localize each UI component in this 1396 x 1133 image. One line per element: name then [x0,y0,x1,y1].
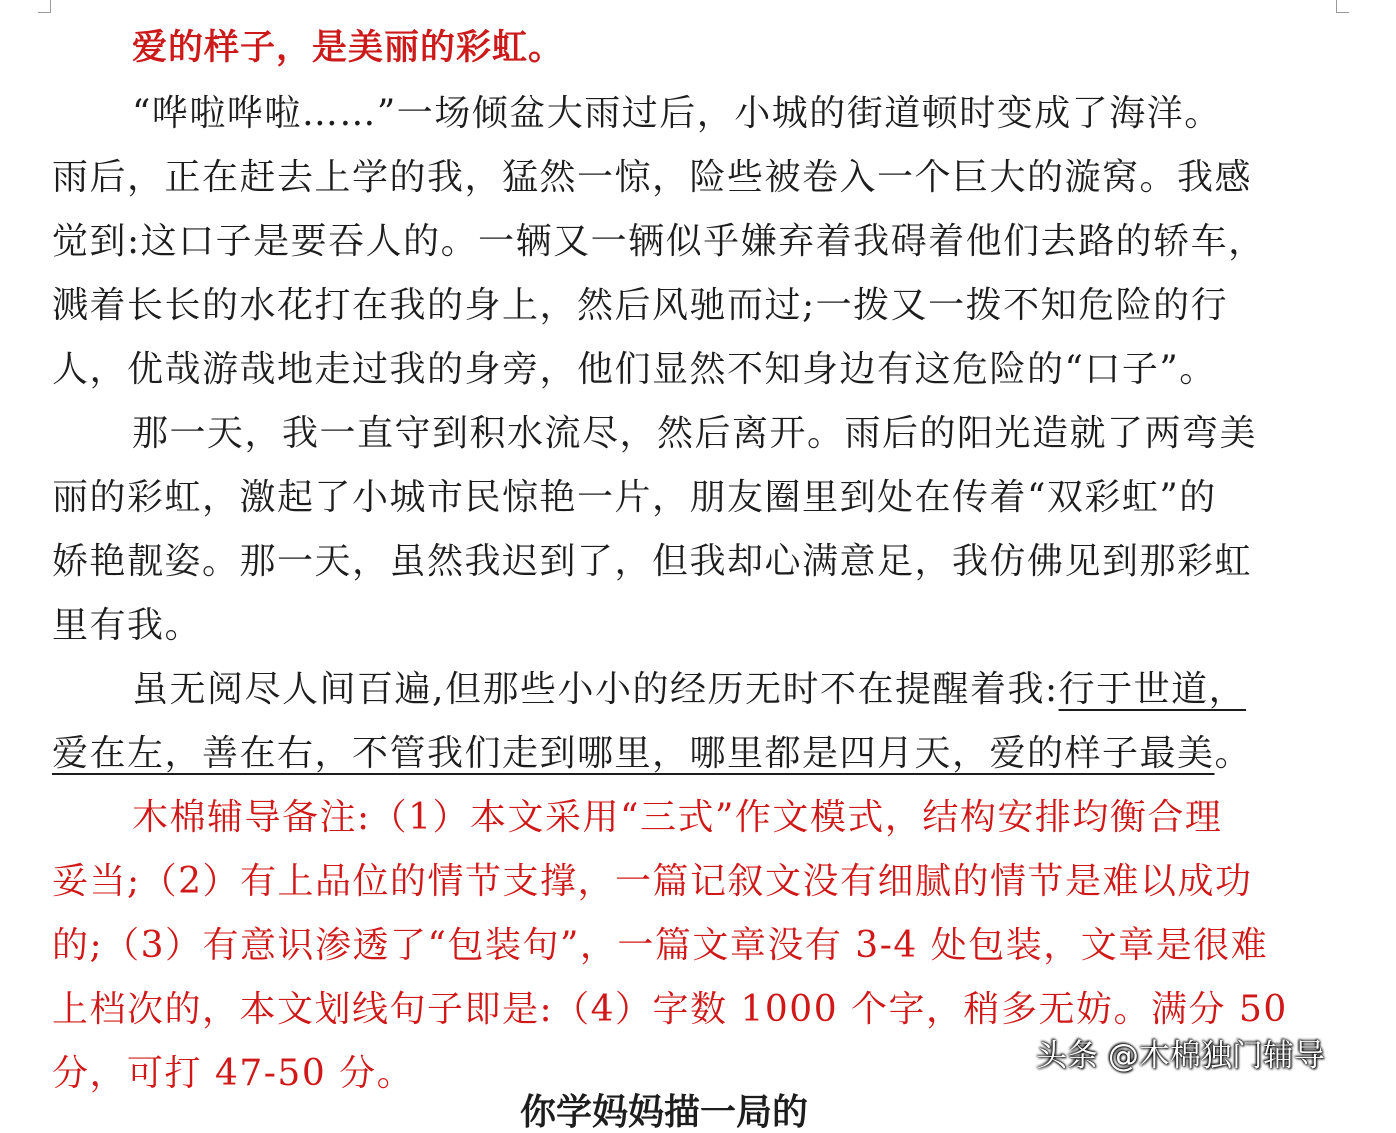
para1-line-4: 溅着长长的水花打在我的身上，然后风驰而过;一拨又一拨不知危险的行 [52,285,1229,326]
section-title: 爱的样子，是美丽的彩虹。 [132,28,565,68]
note-line-1: 木棉辅导备注:（1）本文采用“三式”作文模式，结构安排均衡合理 [132,797,1223,838]
para1-line-5: 人，优哉游哉地走过我的身旁，他们显然不知身边有这危险的“口子”。 [52,349,1217,390]
para1-line-1: “哗啦哗啦……”一场倾盆大雨过后，小城的街道顿时变成了海洋。 [132,93,1222,134]
para3-line-1-text: 虽无阅尽人间百遍,但那些小小的经历无时不在提醒着我: [132,669,1059,710]
para1-line-3: 觉到:这口子是要吞人的。一辆又一辆似乎嫌弃着我碍着他们去路的轿车， [52,221,1266,262]
para3-line-2-end: 。 [1214,733,1253,774]
underlined-sentence-part-2: 爱在左，善在右，不管我们走到哪里，哪里都是四月天，爱的样子最美 [52,733,1215,774]
next-section-heading-cropped: 你学妈妈描一局的 [520,1091,809,1133]
note-line-3: 的;（3）有意识渗透了“包装句”，一篇文章没有 3-4 处包装，文章是很难 [52,925,1269,966]
note-line-5: 分，可打 47-50 分。 [52,1053,415,1094]
para2-line-4: 里有我。 [52,605,203,646]
para2-line-2: 丽的彩虹，激起了小城市民惊艳一片，朋友圈里到处在传着“双彩虹”的 [52,477,1217,518]
underlined-sentence-part-1: 行于世道， [1058,669,1247,710]
para2-line-1: 那一天，我一直守到积水流尽，然后离开。雨后的阳光造就了两弯美 [132,413,1258,454]
para2-line-3: 娇艳靓姿。那一天，虽然我迟到了，但我却心满意足，我仿佛见到那彩虹 [52,541,1253,582]
page-corner-mark-top-left [38,0,51,13]
note-line-4: 上档次的，本文划线句子即是:（4）字数 1000 个字，稍多无妨。满分 50 [52,989,1288,1030]
para3-line-1 [132,658,1246,722]
platform-watermark: 头条 @木棉独门辅导 [1036,1038,1325,1074]
para1-line-2: 雨后，正在赶去上学的我，猛然一惊，险些被卷入一个巨大的漩窝。我感 [52,157,1253,198]
note-line-2: 妥当;（2）有上品位的情节支撑，一篇记叙文没有细腻的情节是难以成功 [52,861,1253,902]
page-corner-mark-top-right [1336,0,1349,13]
para3-line-2 [52,722,1252,786]
